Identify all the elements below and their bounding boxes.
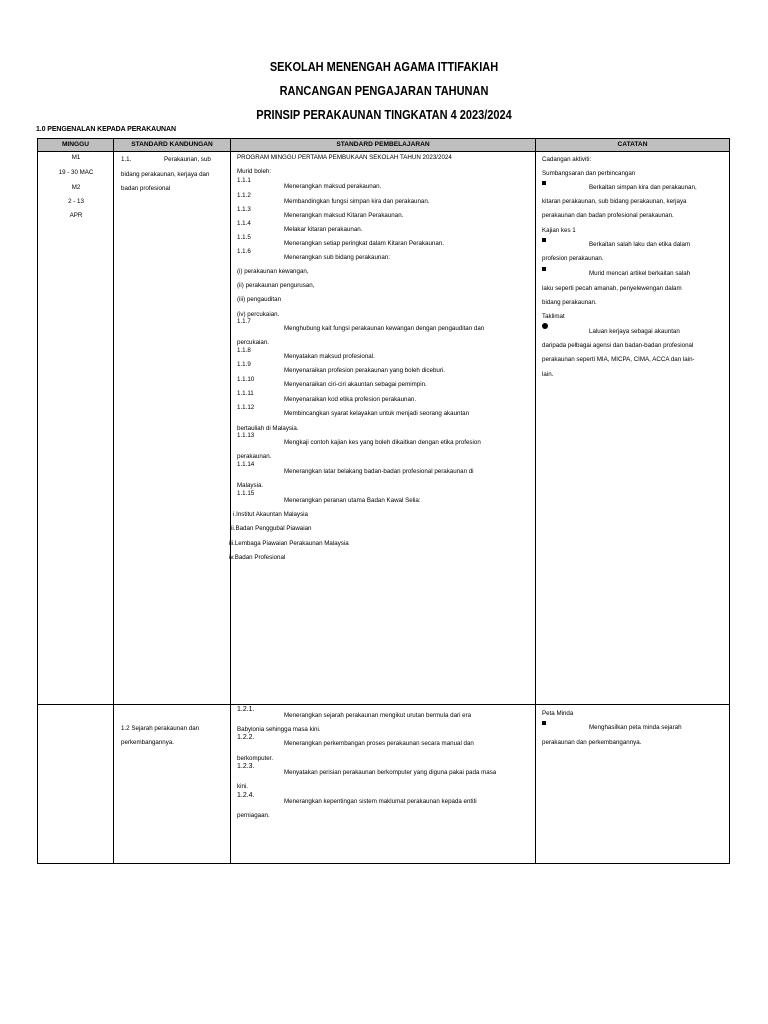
- sk-text: badan profesional: [121, 185, 171, 192]
- sp-text-cont: kini.: [237, 783, 249, 790]
- sp-text: Menerangkan latar belakang badan-badan profesional perakaunan di: [284, 468, 474, 475]
- cat-kajian: Kajian kes 1: [542, 227, 576, 234]
- sp-text-cont: perniagaan.: [237, 812, 270, 819]
- square-bullet-icon: [542, 181, 546, 185]
- sp-text-cont: Babylonia sehingga masa kini.: [237, 726, 321, 733]
- cat-text-cont: kitaran perakaunan, sub bidang perakaunan, kerjaya: [542, 198, 687, 205]
- sp-text-cont: berkomputer.: [237, 755, 274, 762]
- sp-text: Melakar kitaran perakaunan.: [284, 226, 363, 233]
- sp-text: Menghubung kait fungsi perakaunan kewangan dengan pengauditan dan: [284, 325, 485, 332]
- sp-number: 1.2.1.: [237, 706, 255, 713]
- table-header-row: [38, 139, 730, 152]
- sp-number: 1.1.3: [237, 206, 251, 213]
- header-catatan: CATATAN: [536, 139, 730, 152]
- cat-text: Murid mencari artikel berkaitan salah: [589, 270, 691, 277]
- cat-heading: Peta Minda: [542, 710, 574, 717]
- sk-number: 1.1.: [121, 156, 132, 163]
- section-title: 1.0 PENGENALAN KEPADA PERAKAUNAN: [36, 126, 176, 133]
- table-row: [38, 152, 730, 705]
- sp-text: Menerangkan perkembangan proses perakaunan secara manual dan: [284, 740, 474, 747]
- cat-text-cont: laku seperti pecah amanah, penyelewengan dalam: [542, 285, 682, 292]
- minggu-cell: [38, 705, 114, 864]
- sp-number: 1.2.4.: [237, 792, 255, 799]
- sp-text: Menerangkan sejarah perakaunan mengikut urutan bermula dari era: [284, 712, 472, 719]
- sk-title: Perakaunan, sub: [164, 156, 211, 163]
- week-dates: APR: [69, 212, 83, 219]
- sp-body: ii.Badan Penggubal Piawaian: [231, 525, 312, 532]
- sp-number: 1.1.12: [237, 404, 255, 411]
- sp-number: 1.1.13: [237, 432, 255, 439]
- sp-number: 1.1.7: [237, 318, 251, 325]
- sp-text: Menyatakan perisian perakaunan berkomputer yang diguna pakai pada masa: [284, 769, 497, 776]
- week-dates: 19 - 30 MAC: [58, 169, 94, 176]
- sp-text: Menyenaraikan kod etika profesion perakaunan.: [284, 396, 417, 403]
- sp-number: 1.1.10: [237, 376, 255, 383]
- sk-text: perkembangannya.: [121, 739, 174, 746]
- sp-subitem: (iii) pengauditan: [237, 296, 282, 303]
- sp-text: Membandingkan fungsi simpan kira dan perakaunan.: [284, 198, 430, 205]
- sk-text: 1.2 Sejarah perakaunan dan: [121, 725, 200, 732]
- plan-title: RANCANGAN PENGAJARAN TAHUNAN: [279, 84, 489, 98]
- sp-number: 1.1.14: [237, 461, 255, 468]
- sp-number: 1.1.5: [237, 234, 251, 241]
- week-label: M1: [71, 154, 81, 161]
- sp-body: iii.Lembaga Piawaian Perakaunan Malaysia: [229, 540, 349, 547]
- standard-kandungan-cell: [114, 705, 231, 864]
- sp-text-cont: perakaunan.: [237, 453, 272, 460]
- round-bullet-icon: [542, 323, 548, 329]
- cat-text: Laluan kerjaya sebagai akauntan: [589, 328, 680, 335]
- cat-text-cont: profesion perakaunan.: [542, 255, 604, 262]
- square-bullet-icon: [542, 267, 546, 271]
- cat-text-cont: perakaunan seperti MIA, MICPA, CIMA, ACCA dan lain-: [542, 356, 695, 363]
- header-standard-kandungan: STANDARD KANDUNGAN: [114, 139, 231, 152]
- sp-text: Membincangkan syarat kelayakan untuk menjadi seorang akauntan: [284, 410, 470, 417]
- sp-text: Menerangkan setiap peringkat dalam Kitaran Perakaunan.: [284, 240, 444, 247]
- cat-text-cont: lain.: [542, 371, 554, 378]
- minggu-cell: [38, 152, 114, 705]
- sp-subitem: (i) perakaunan kewangan,: [237, 268, 309, 275]
- sp-number: 1.1.15: [237, 490, 255, 497]
- sp-text: Menyenaraikan ciri-ciri akauntan sebagai pemimpin.: [284, 381, 427, 388]
- standard-pembelajaran-cell: [231, 152, 536, 705]
- standard-pembelajaran-cell: [231, 705, 536, 864]
- cat-taklimat: Taklimat: [542, 313, 565, 320]
- cat-text: Menghasilkan peta minda sejarah: [589, 724, 682, 731]
- sp-text: Menerangkan maksud perakaunan.: [284, 183, 382, 190]
- sp-number: 1.1.2: [237, 192, 251, 199]
- cat-text-cont: perakaunan dan perkembangannya.: [542, 739, 642, 746]
- sp-subitem: (ii) perakaunan pengurusan,: [237, 282, 315, 289]
- sp-subitem: (iv) percukaian.: [237, 311, 280, 318]
- sp-body: iv.Badan Profesional: [229, 554, 286, 561]
- cat-text-cont: daripada pelbagai agensi dan badan-badan profesional: [542, 342, 694, 349]
- sp-text-cont: Malaysia.: [237, 482, 264, 489]
- sp-number: 1.1.4: [237, 220, 251, 227]
- week-dates: 2 - 13: [68, 198, 84, 205]
- sp-text: Menerangkan peranan utama Badan Kawal Selia:: [284, 497, 421, 504]
- sp-text-cont: percukaian.: [237, 339, 269, 346]
- sp-text: Menyatakan maksud profesional.: [284, 353, 375, 360]
- school-name: SEKOLAH MENENGAH AGAMA ITTIFAKIAH: [269, 60, 499, 74]
- sp-number: 1.1.9: [237, 361, 251, 368]
- sp-number: 1.1.11: [237, 390, 254, 397]
- sp-body: i.Institut Akauntan Malaysia: [233, 511, 308, 518]
- sp-text-cont: bertauliah di Malaysia.: [237, 425, 299, 432]
- sp-number: 1.1.6: [237, 248, 251, 255]
- header-minggu: MINGGU: [38, 139, 114, 152]
- cat-subheading: Sumbangsaran dan perbincangan: [542, 170, 636, 177]
- subject-title: PRINSIP PERAKAUNAN TINGKATAN 4 2023/2024: [256, 108, 512, 122]
- week-label: M2: [71, 184, 81, 191]
- sp-number: 1.2.2.: [237, 734, 255, 741]
- sk-text: bidang perakaunan, kerjaya dan: [121, 171, 210, 178]
- standard-kandungan-cell: [114, 152, 231, 705]
- sp-number: 1.1.1: [237, 177, 251, 184]
- table-row: [38, 705, 730, 864]
- cat-heading: Cadangan aktiviti:: [542, 156, 592, 163]
- cat-text: Berkaitan simpan kira dan perakaunan,: [589, 184, 697, 191]
- sp-text: Menerangkan kepentingan sistem maklumat perakaunan kepada entiti: [284, 798, 477, 805]
- sp-text: Menyenaraikan profesion perakaunan yang boleh diceburi.: [284, 367, 445, 374]
- catatan-cell: [536, 705, 730, 864]
- plan-table: [37, 138, 730, 864]
- sp-program: PROGRAM MINGGU PERTAMA PEMBUKAAN SEKOLAH TAHUN 2023/2024: [237, 154, 452, 161]
- sp-intro: Murid boleh:: [237, 168, 272, 175]
- sp-number: 1.2.3.: [237, 763, 255, 770]
- square-bullet-icon: [542, 721, 546, 725]
- cat-text-cont: bidang perakaunan.: [542, 299, 597, 306]
- cat-text-cont: perakaunan dan badan profesional perakaunan.: [542, 212, 674, 219]
- header-standard-pembelajaran: STANDARD PEMBELAJARAN: [231, 139, 536, 152]
- catatan-cell: [536, 152, 730, 705]
- sp-text: Menerangkan sub bidang perakaunan:: [284, 254, 390, 261]
- sp-text: Mengkaji contoh kajian kes yang boleh dikaitkan dengan etika profesion: [284, 439, 481, 446]
- cat-text: Berkaitan salah laku dan etika dalam: [589, 241, 691, 248]
- sp-text: Menerangkan maksud Kitaran Perakaunan.: [284, 212, 404, 219]
- square-bullet-icon: [542, 238, 546, 242]
- sp-number: 1.1.8: [237, 347, 251, 354]
